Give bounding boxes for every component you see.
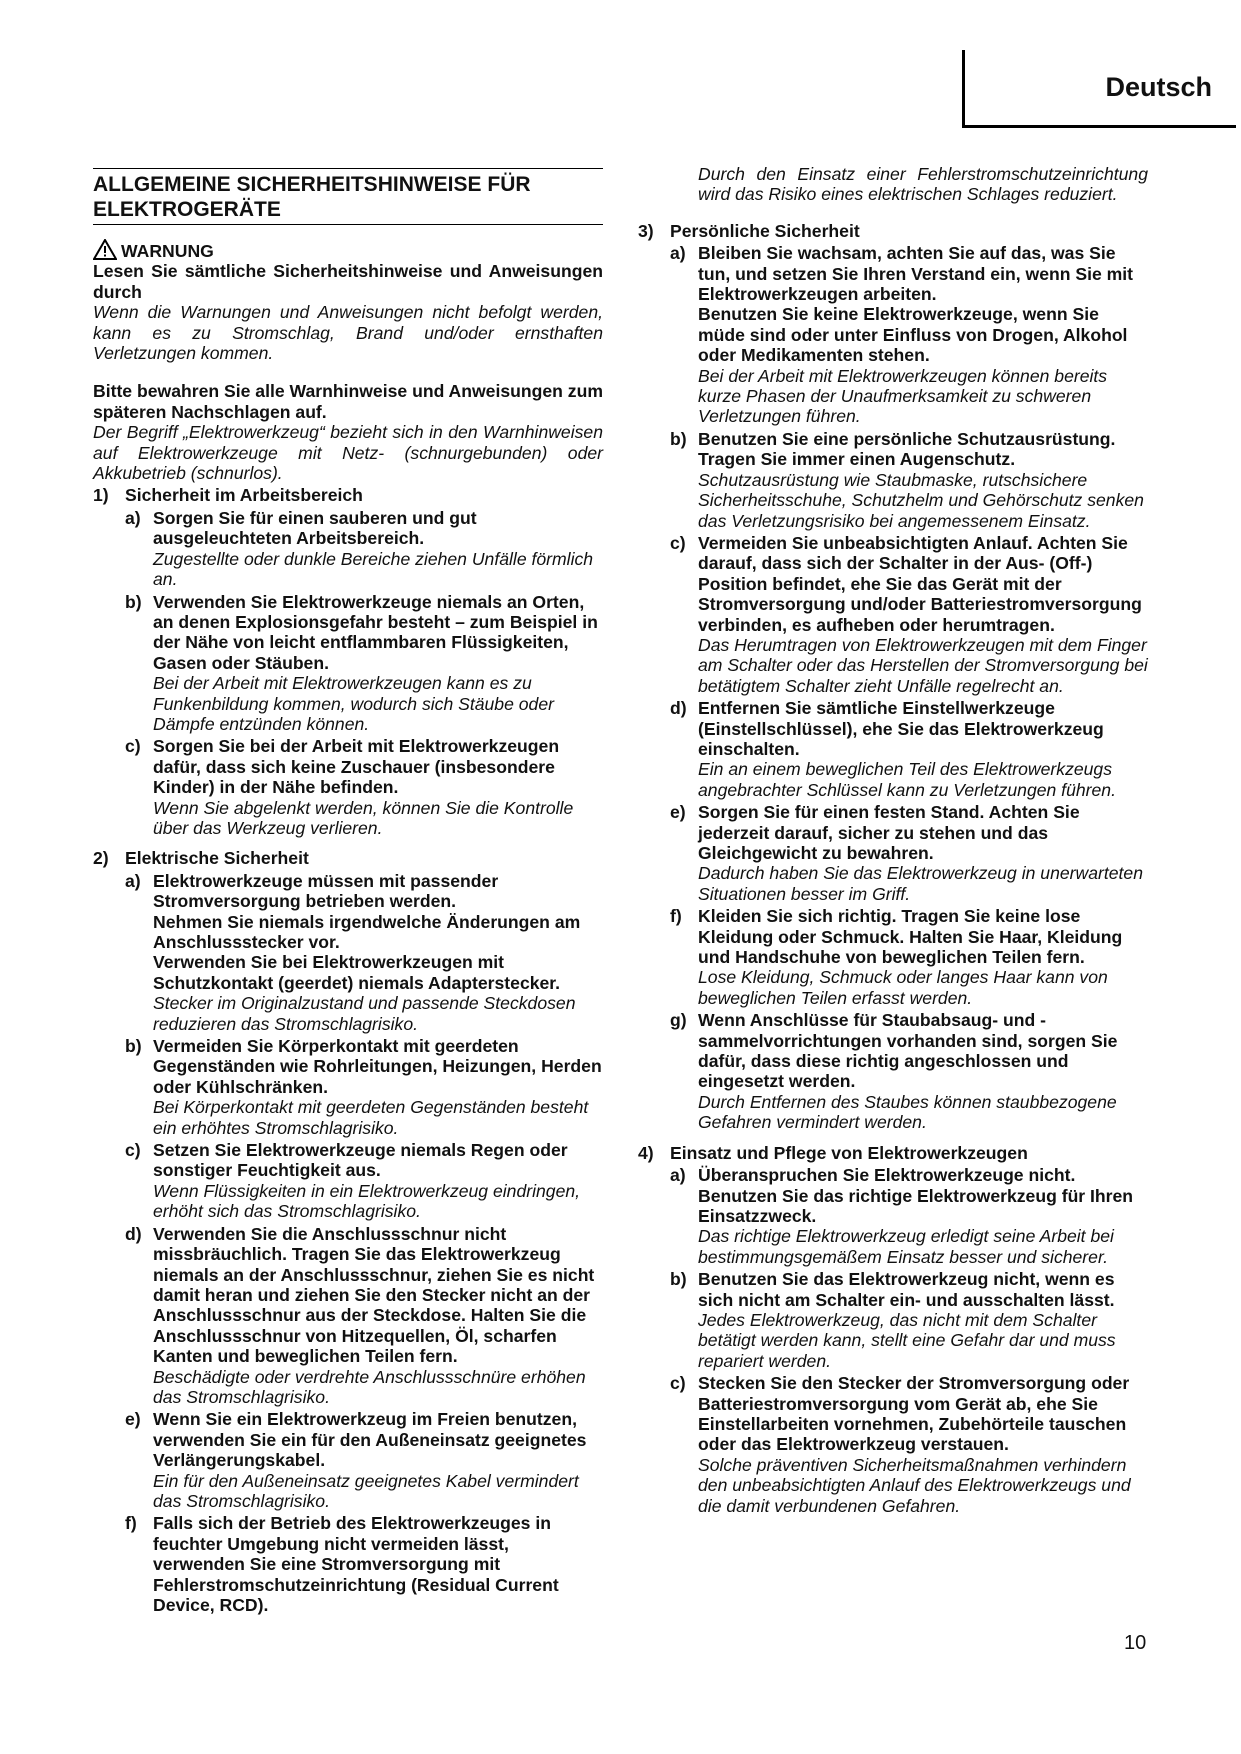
section-3-heading: 3) Persönliche Sicherheit xyxy=(638,220,860,241)
list-item: c) Sorgen Sie bei der Arbeit mit Elektrowerkzeugen dafür, dass sich keine Zuschauer (insbesondere Kinder) in der Nähe befinden. Wenn Sie abgelenkt werden, können Sie die Kontrolle über das Werkzeug verlieren. xyxy=(125,736,574,838)
list-item: e) Wenn Sie ein Elektrowerkzeug im Freien benutzen, verwenden Sie ein für den Außeneinsatz geeignetes Verlängerungskabel. Ein für den Außeneinsatz geeignetes Kabel vermindert das Stromschlagrisiko. xyxy=(125,1409,587,1511)
list-item: b) Vermeiden Sie Körperkontakt mit geerdeten Gegenständen wie Rohrleitungen, Heizungen, Herden oder Kühlschränken. Bei Körperkontakt mit geerdeten Gegenständen besteht ein erhöhtes Stromschlagrisiko. xyxy=(125,1036,602,1138)
list-item: d) Verwenden Sie die Anschlussschnur nicht missbräuchlich. Tragen Sie das Elektrowerkzeug niemals an der Anschlussschnur, ziehen Sie es nicht damit heran und ziehen Sie den Stecker nicht an der Anschlussschnur aus der Steckdose. Halten Sie die Anschlussschnur von Hitzequellen, Öl, scharfen Kanten und beweglichen Teilen fern. Beschädigte oder verdrehte Anschlussschnüre erhöhen das Stromschlagrisiko. xyxy=(125,1223,595,1407)
warning-bold: Lesen Sie sämtliche Sicherheitshinweise und Anweisungen durch xyxy=(93,261,603,302)
warning-label: WARNUNG xyxy=(121,241,214,261)
left-column xyxy=(93,168,603,1615)
list-item: d) Entfernen Sie sämtliche Einstellwerkzeuge (Einstellschlüssel), ehe Sie das Elektrowerkzeug einschalten. Ein an einem beweglichen Teil des Elektrowerkzeugs angebrachter Schlüssel kann zu Verletzungen führen. xyxy=(670,698,1116,800)
warning-italic: Wenn die Warnungen und Anweisungen nicht befolgt werden, kann es zu Stromschlag, Brand und/oder ernsthaften Verletzungen kommen. xyxy=(93,302,603,364)
list-item: f) Kleiden Sie sich richtig. Tragen Sie keine lose Kleidung oder Schmuck. Halten Sie Haar, Kleidung und Handschuhe von beweglichen Teilen fern. Lose Kleidung, Schmuck oder langes Haar kann von beweglichen Teilen erfasst werden. xyxy=(670,906,1123,1008)
section-title: ALLGEMEINE SICHERHEITSHINWEISE FÜR ELEKTROGERÄTE xyxy=(93,168,603,225)
continued-italic: Durch den Einsatz einer Fehlerstromschutzeinrichtung wird das Risiko eines elektrischen Schlages reduziert. xyxy=(698,164,1148,205)
list-item: f) Falls sich der Betrieb des Elektrowerkzeuges in feuchter Umgebung nicht vermeiden lässt, verwenden Sie eine Stromversorgung mit Fehlerstromschutzeinrichtung (Residual Current Device, RCD). xyxy=(125,1513,559,1615)
list-item: b) Verwenden Sie Elektrowerkzeuge niemals an Orten, an denen Explosionsgefahr besteht – zum Beispiel in der Nähe von leicht entflammbaren Flüssigkeiten, Gasen oder Stäuben. Bei der Arbeit mit Elektrowerkzeugen kann es zu Funkenbildung kommen, wodurch sich Stäube oder Dämpfe entzünden können. xyxy=(125,591,598,734)
right-column xyxy=(638,164,1148,1516)
list-item: c) Vermeiden Sie unbeabsichtigten Anlauf. Achten Sie darauf, dass sich der Schalter in der Aus- (Off-) Position befindet, ehe Sie das Gerät mit der Stromversorgung und/oder Batteriestromversorgung verbinden, es aufheben oder herumtragen. Das Herumtragen von Elektrowerkzeugen mit dem Finger am Schalter oder das Herstellen der Stromversorgung bei betätigtem Schalter zieht Unfälle regelrecht an. xyxy=(670,532,1148,696)
warning-heading xyxy=(93,239,603,261)
list-item: c) Setzen Sie Elektrowerkzeuge niemals Regen oder sonstiger Feuchtigkeit aus. Wenn Flüssigkeiten in ein Elektrowerkzeug eindringen, erhöht sich das Stromschlagrisiko. xyxy=(125,1140,581,1222)
list-item: a) Bleiben Sie wachsam, achten Sie auf das, was Sie tun, und setzen Sie Ihren Verstand ein, wenn Sie mit Elektrowerkzeugen arbeiten. Benutzen Sie keine Elektrowerkzeuge, wenn Sie müde sind oder unter Einfluss von Drogen, Alkohol oder Medikamenten stehen. Bei der Arbeit mit Elektrowerkzeugen können bereits kurze Phasen der Unaufmerksamkeit zu schweren Verletzungen führen. xyxy=(670,243,1134,427)
page-number: 10 xyxy=(1124,1632,1147,1654)
list-item: b) Benutzen Sie das Elektrowerkzeug nicht, wenn es sich nicht am Schalter ein- und ausschalten lässt. Jedes Elektrowerkzeug, das nicht mit dem Schalter betätigt werden kann, stellt eine Gefahr dar und muss repariert werden. xyxy=(670,1269,1116,1371)
list-item: e) Sorgen Sie für einen festen Stand. Achten Sie jederzeit darauf, sicher zu stehen und das Gleichgewicht zu bewahren. Dadurch haben Sie das Elektrowerkzeug in unerwarteten Situationen besser im Griff. xyxy=(670,802,1143,904)
section-4-heading: 4) Einsatz und Pflege von Elektrowerkzeugen xyxy=(638,1142,1028,1163)
list-item: a) Elektrowerkzeuge müssen mit passender Stromversorgung betrieben werden. Nehmen Sie niemals irgendwelche Änderungen am Anschlussstecker vor. Verwenden Sie bei Elektrowerkzeugen mit Schutzkontakt (geerdet) niemals Adapterstecker. Stecker im Originalzustand und passende Steckdosen reduzieren das Stromschlagrisiko. xyxy=(125,870,581,1034)
keep-notice: Bitte bewahren Sie alle Warnhinweise und Anweisungen zum späteren Nachschlagen auf. xyxy=(93,381,603,422)
list-item: a) Überanspruchen Sie Elektrowerkzeuge nicht. Benutzen Sie das richtige Elektrowerkzeug für Ihren Einsatzzweck. Das richtige Elektrowerkzeug erledigt seine Arbeit bei bestimmungsgemäßem Einsatz besser und sicherer. xyxy=(670,1165,1134,1267)
list-item: g) Wenn Anschlüsse für Staubabsaug- und -sammelvorrichtungen vorhanden sind, sorgen Sie dafür, dass diese richtig angeschlossen und eingesetzt werden. Durch Entfernen des Staubes können staubbezogene Gefahren vermindert werden. xyxy=(670,1010,1118,1133)
warning-triangle-icon xyxy=(93,239,117,260)
list-item: b) Benutzen Sie eine persönliche Schutzausrüstung. Tragen Sie immer einen Augenschutz. Schutzausrüstung wie Staubmaske, rutschsichere Sicherheitsschuhe, Schutzhelm und Gehörschutz senken das Verletzungsrisiko bei angemessenem Einsatz. xyxy=(670,428,1144,531)
language-header xyxy=(962,50,1236,128)
list-item: a) Sorgen Sie für einen sauberen und gut ausgeleuchteten Arbeitsbereich. Zugestellte oder dunkle Bereiche ziehen Unfälle förmlich an. xyxy=(125,507,594,590)
language-label: Deutsch xyxy=(1105,72,1212,102)
section-1-heading: 1) Sicherheit im Arbeitsbereich xyxy=(93,485,363,506)
keep-italic: Der Begriff „Elektrowerkzeug“ bezieht sich in den Warnhinweisen auf Elektrowerkzeuge mit Netz- (schnurgebunden) oder Akkubetrieb (schnurlos). xyxy=(93,422,603,484)
list-item: c) Stecken Sie den Stecker der Stromversorgung oder Batteriestromversorgung vom Gerät ab, ehe Sie Einstellarbeiten vornehmen, Zubehörteile tauschen oder das Elektrowerkzeug verstauen. Solche präventiven Sicherheitsmaßnahmen verhindern den unbeabsichtigten Anlauf des Elektrowerkzeugs und die damit verbundenen Gefahren. xyxy=(670,1373,1131,1516)
section-2-heading: 2) Elektrische Sicherheit xyxy=(93,848,309,869)
